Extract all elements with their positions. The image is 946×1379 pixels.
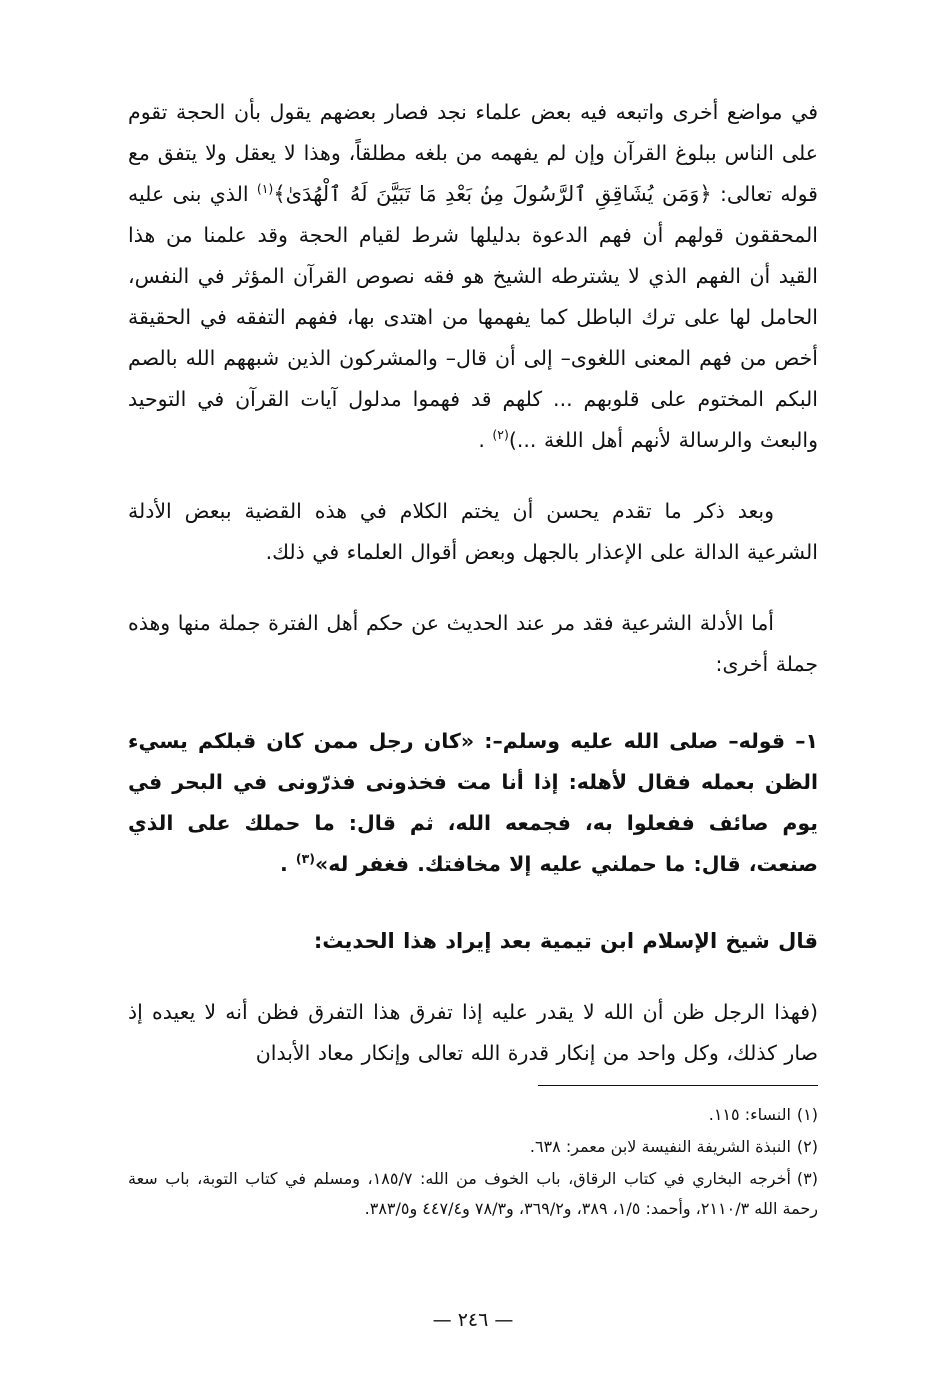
- hadith-item-1: [128, 721, 818, 885]
- spacer: [128, 461, 818, 491]
- footnote-3-text: أخرجه البخاري في كتاب الرقاق، باب الخوف من الله: ١٨٥/٧، ومسلم في كتاب التوبة، باب سعة رحمة الله ٢١١٠/٣، وأحمد: ١/٥، ٣٨٩، و٣٦٩/٢، و٧٨/٣ و٤٤٧/٤ و٣٨٣/٥.: [128, 1169, 818, 1218]
- footnote-separator: [538, 1085, 818, 1086]
- footnote-3-number: (٣): [796, 1169, 819, 1188]
- footnote-ref-1[interactable]: (١): [256, 181, 274, 197]
- hadith-item-text: قوله– صلى الله عليه وسلم–: «كان رجل ممن كان قبلكم يسيء الظن بعمله فقال لأهله: إذا أنا مت فخذونى فذرّونى في البحر في يوم صائف ففعلوا به، فجمعه الله، ثم قال: ما حملك على الذي صنعت، قال: ما حملني عليه إلا مخافتك. فغفر له»: [128, 729, 818, 876]
- footnote-2-text: النبذة الشريفة النفيسة لابن معمر: ٦٣٨.: [529, 1137, 791, 1156]
- spacer: [128, 885, 818, 921]
- main-text-column: [128, 92, 818, 1074]
- footnotes-section: [128, 1085, 818, 1226]
- footnote-ref-2[interactable]: (٢): [492, 427, 509, 443]
- footnote-2: [128, 1132, 818, 1162]
- footnote-1: [128, 1100, 818, 1130]
- section-heading: قال شيخ الإسلام ابن تيمية بعد إيراد هذا الحديث:: [313, 929, 818, 953]
- paragraph-2: وبعد ذكر ما تقدم يحسن أن يختم الكلام في هذه القضية ببعض الأدلة الشرعية الدالة على الإعذار بالجهل وبعض أقوال العلماء في ذلك.: [128, 499, 818, 564]
- quran-verse: ﴿وَمَن يُشَاقِقِ ٱلرَّسُولَ مِنۢ بَعْدِ مَا تَبَيَّنَ لَهُ ٱلْهُدَىٰ﴾: [273, 182, 712, 206]
- page-number: — ٢٤٦ —: [432, 1309, 514, 1331]
- paragraph-1-tail: .: [478, 428, 493, 452]
- spacer: [128, 685, 818, 721]
- paragraph-1-text-before: في مواضع أخرى واتبعه فيه بعض علماء نجد فصار بعضهم يقول بأن الحجة تقوم على الناس ببلوغ القرآن وإن لم يفهمه من بلغه مطلقاً، وهذا لا يعقل ولا يتفق مع قوله تعالى:: [128, 100, 818, 206]
- footnote-1-text: النساء: ١١٥.: [708, 1105, 791, 1124]
- spacer: [128, 962, 818, 992]
- paragraph-1-text-after: الذي بنى عليه المحققون قولهم أن فهم الدعوة بدليلها شرط لقيام الحجة وقد علمنا من هذا القيد أن الفهم الذي لا يشترطه الشيخ هو فقه نصوص القرآن المؤثر في النفس، الحامل لها على ترك الباطل كما يفهمها من اهتدى بها، ففهم التفقه في الحقيقة أخص من فهم المعنى اللغوى– إلى أن قال– والمشركون الذين شبههم الله بالصم البكم المختوم على قلوبهم ... كلهم قد فهموا مدلول آيات القرآن في التوحيد والبعث والرسالة لأنهم أهل اللغة ...): [128, 182, 818, 452]
- footnote-1-number: (١): [796, 1105, 818, 1124]
- hadith-item-number: ١–: [795, 729, 818, 753]
- footnote-ref-3[interactable]: (٣): [295, 851, 315, 867]
- paragraph-3: أما الأدلة الشرعية فقد مر عند الحديث عن حكم أهل الفترة جملة منها وهذه جملة أخرى:: [128, 611, 818, 676]
- hadith-item-tail: .: [279, 852, 296, 876]
- footnote-3: [128, 1164, 818, 1224]
- quote-paragraph: (فهذا الرجل ظن أن الله لا يقدر عليه إذا تفرق هذا التفرق فظن أنه لا يعيده إذ صار كذلك، وكل واحد من إنكار قدرة الله تعالى وإنكار معاد الأبدان: [128, 1000, 818, 1065]
- paragraph-1: [128, 92, 818, 461]
- spacer: [128, 573, 818, 603]
- footnote-2-number: (٢): [796, 1137, 818, 1156]
